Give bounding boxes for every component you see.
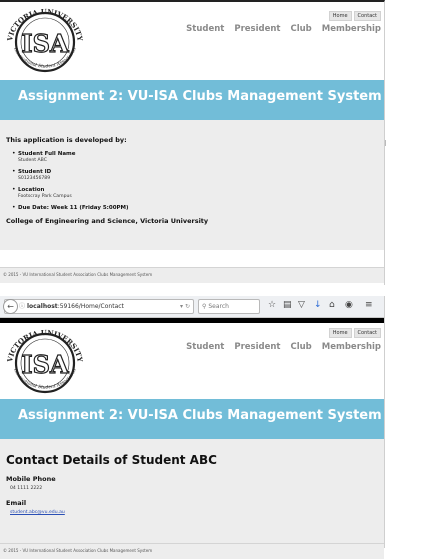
page-banner — [0, 80, 384, 120]
logo-letters: ISA — [21, 29, 69, 58]
search-placeholder: Search — [208, 303, 229, 310]
about-screenshot — [0, 0, 385, 285]
contact-title: Contact Details of Student ABC — [6, 453, 217, 467]
browser-toolbar — [0, 296, 384, 318]
nav-president[interactable]: President — [234, 24, 281, 34]
main-nav — [186, 342, 381, 352]
page-footer: © 2015 - VU International Student Association Clubs Management System — [0, 267, 384, 283]
banner-title: Assignment 2: VU-ISA Clubs Management System — [18, 408, 382, 423]
home-icon[interactable]: ⌂ — [329, 300, 335, 310]
nav-student[interactable]: Student — [186, 24, 225, 34]
site-header — [0, 323, 384, 399]
nav-club[interactable]: Club — [290, 342, 312, 352]
logo-bottom-text: International Student Association — [12, 368, 78, 391]
nav-membership[interactable]: Membership — [321, 24, 381, 34]
logo-top-text: VICTORIA UNIVERSITY — [5, 327, 85, 363]
logo-bottom-text: International Student Association — [12, 47, 78, 70]
site-header — [0, 2, 384, 80]
email-link[interactable]: student.abc@vu.edu.au — [10, 510, 65, 515]
dropdown-icon[interactable]: ▾ — [180, 303, 184, 310]
url-bar[interactable] — [4, 299, 194, 314]
download-icon[interactable]: ↓ — [314, 300, 322, 310]
url-actions — [180, 300, 190, 313]
mini-nav-home[interactable]: Home — [329, 11, 352, 21]
logo-top-text: VICTORIA UNIVERSITY — [5, 6, 85, 42]
search-icon: ⚲ — [202, 303, 207, 310]
developer-heading: This application is developed by: — [6, 136, 127, 144]
star-icon[interactable]: ☆ — [268, 300, 277, 310]
screenshot-gap — [0, 285, 433, 296]
about-content — [0, 120, 384, 250]
reload-icon[interactable]: ↻ — [184, 303, 190, 310]
student-id-label: • Student ID — [18, 169, 52, 175]
college-name: College of Engineering and Science, Victoria University — [6, 217, 209, 225]
developer-info-list — [6, 151, 384, 211]
mini-nav-contact[interactable]: Contact — [354, 11, 381, 21]
list-item — [18, 169, 384, 181]
globe-icon: ⓘ — [19, 303, 26, 310]
nav-president[interactable]: President — [234, 342, 281, 352]
page-banner — [0, 399, 384, 439]
mini-nav-contact[interactable]: Contact — [354, 328, 381, 338]
back-icon[interactable]: ← — [3, 299, 18, 314]
location-label: • Location — [18, 187, 45, 193]
nav-student[interactable]: Student — [186, 342, 225, 352]
isa-logo[interactable] — [4, 6, 86, 76]
list-item — [18, 151, 384, 163]
due-date-label: • Due Date: Week 11 (Friday 5:00PM) — [18, 205, 129, 211]
logo-letters: ISA — [21, 350, 69, 379]
menu-icon[interactable]: ≡ — [365, 300, 373, 310]
list-item — [18, 205, 384, 211]
phone-label: Mobile Phone — [6, 475, 56, 483]
mini-nav — [329, 328, 381, 338]
page-footer: © 2015 - VU International Student Association Clubs Management System — [0, 543, 384, 559]
contact-content — [0, 439, 384, 543]
location-value: Footscray Park Campus — [18, 194, 72, 199]
main-nav — [186, 24, 381, 34]
nav-membership[interactable]: Membership — [321, 342, 381, 352]
banner-title: Assignment 2: VU-ISA Clubs Management System — [18, 89, 382, 104]
student-name-value: Student ABC — [18, 158, 47, 163]
isa-logo[interactable] — [4, 327, 86, 397]
contact-screenshot — [0, 296, 385, 553]
chat-icon[interactable]: ◉ — [345, 300, 353, 310]
student-name-label: • Student Full Name — [18, 151, 76, 157]
mini-nav — [329, 11, 381, 21]
url-path: :59166/Home/Contact — [57, 303, 124, 310]
search-input[interactable] — [198, 299, 260, 314]
nav-club[interactable]: Club — [290, 24, 312, 34]
mini-nav-home[interactable]: Home — [329, 328, 352, 338]
pocket-icon[interactable]: ▽ — [298, 300, 305, 310]
scroll-tick — [385, 140, 388, 146]
list-item — [18, 187, 384, 199]
clipboard-icon[interactable]: ▤ — [283, 300, 292, 310]
student-id-value: S0123456789 — [18, 176, 51, 181]
email-label: Email — [6, 499, 27, 507]
url-host: localhost — [27, 303, 58, 310]
phone-value: 04 1111 2222 — [10, 486, 43, 491]
